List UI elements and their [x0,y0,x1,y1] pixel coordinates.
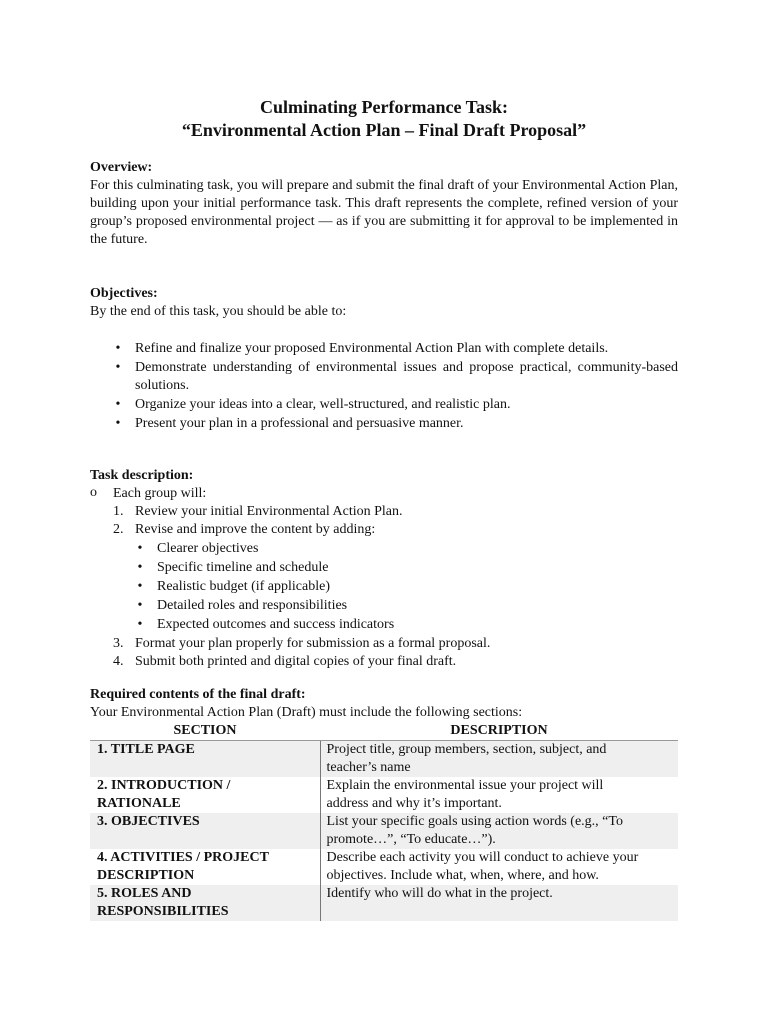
table-header-row [90,722,678,741]
list-item: 2. Revise and improve the content by adding: • Clearer objectives • Specific timeline and schedule • Realistic budget (if applicable) • Detailed roles and responsibilities • Expected outcomes and success indicators [90,521,678,634]
overview-text: For this culminating task, you will prepare and submit the final draft of your Environmental Action Plan, building upon your initial performance task. This draft represents the complete, refined version of your group’s proposed environmental project — as if you are submitting it for approval to be implemented in the future. [90,178,678,247]
bullet-icon: • [137,617,143,632]
list-item: • Detailed roles and responsibilities [90,597,678,615]
task-steps [90,503,678,671]
list-item: 4. Submit both printed and digital copies of your final draft. [113,654,457,669]
objectives-heading: Objectives: [90,286,158,301]
list-item: • Refine and finalize your proposed Environmental Action Plan with complete details. [90,340,678,358]
contents-table [90,722,678,921]
list-item: • Demonstrate understanding of environmental issues and propose practical, community-based solutions. [90,359,678,395]
list-item: 1. Review your initial Environmental Action Plan. [113,504,403,519]
title-line-1: Culminating Performance Task: [259,97,508,117]
bullet-icon: • [115,341,121,356]
additions-list [90,540,678,634]
required-section [90,686,678,722]
task-intro: o Each group will: [90,485,207,501]
objectives-intro: By the end of this task, you should be able to: [90,304,347,319]
required-intro: Your Environmental Action Plan (Draft) must include the following sections: [90,705,523,720]
objectives-list [90,340,678,433]
overview-section [90,159,678,249]
objectives-section [90,285,678,434]
list-item: 3. Format your plan properly for submission as a formal proposal. [113,636,491,651]
circle-bullet-icon: o [90,485,97,500]
bullet-icon: • [137,541,143,556]
table-row: 5. ROLES AND RESPONSIBILITIES Identify who will do what in the project. [90,885,678,921]
required-heading: Required contents of the final draft: [90,687,306,702]
table-row: 3. OBJECTIVES List your specific goals using action words (e.g., “To promote…”, “To educate…”). [90,813,678,849]
list-item: • Clearer objectives [90,540,678,558]
list-item: • Realistic budget (if applicable) [90,578,678,596]
list-item: • Expected outcomes and success indicators [90,616,678,634]
table-row: 1. TITLE PAGE Project title, group members, section, subject, and teacher’s name [90,741,678,778]
bullet-icon: • [115,360,121,375]
column-header-description: DESCRIPTION [320,722,678,741]
list-item: • Present your plan in a professional and persuasive manner. [90,415,678,433]
task-section [90,467,678,671]
overview-heading: Overview: [90,160,153,175]
bullet-icon: • [115,416,121,431]
bullet-icon: • [137,579,143,594]
bullet-icon: • [137,598,143,613]
table-row: 4. ACTIVITIES / PROJECT DESCRIPTION Describe each activity you will conduct to achieve your objectives. Include what, when, where, and how. [90,849,678,885]
title-line-2: “Environmental Action Plan – Final Draft Proposal” [181,120,587,140]
table-row: 2. INTRODUCTION / RATIONALE Explain the environmental issue your project will address and why it’s important. [90,777,678,813]
bullet-icon: • [115,397,121,412]
list-item: • Organize your ideas into a clear, well-structured, and realistic plan. [90,396,678,414]
task-heading: Task description: [90,468,194,483]
list-item: • Specific timeline and schedule [90,559,678,577]
page-title [90,96,678,142]
bullet-icon: • [137,560,143,575]
column-header-section: SECTION [90,722,320,741]
